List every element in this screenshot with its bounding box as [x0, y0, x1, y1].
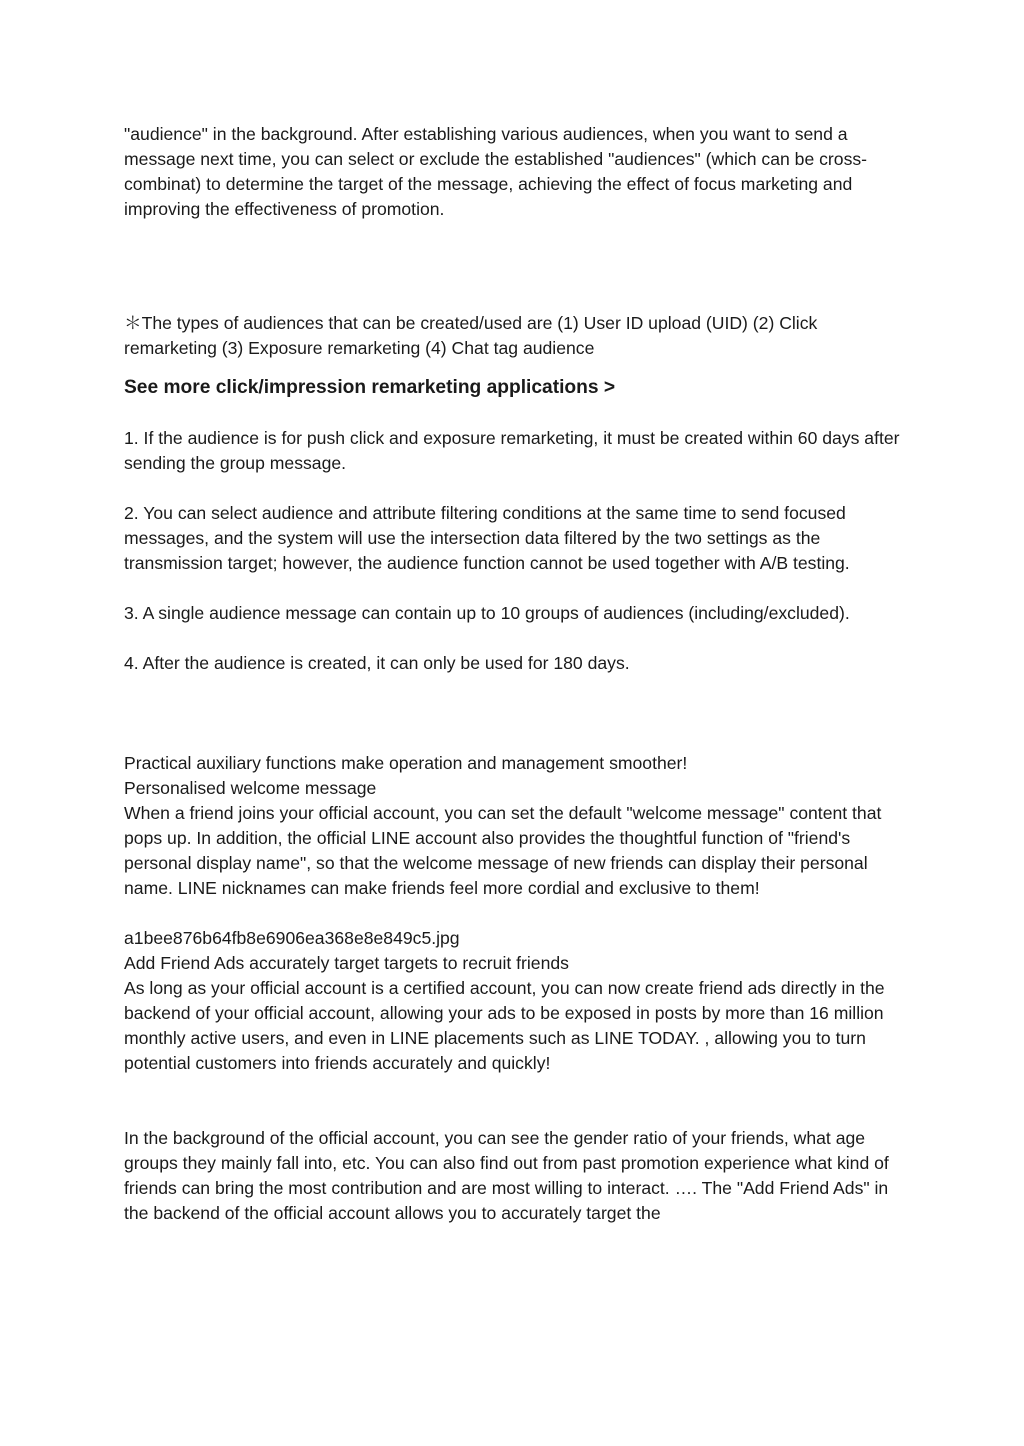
section-friend-ads-title: Add Friend Ads accurately target targets to recruit friends	[124, 953, 569, 973]
section-friend-ads-body: As long as your official account is a certified account, you can now create friend ads directly in the backend of your official account, allowing your ads to be exposed in posts by more than 16 million monthly active users, and even in LINE placements such as LINE TODAY. , allowing you to turn potential customers into friends accurately and quickly!	[124, 978, 885, 1073]
section-welcome-title: Personalised welcome message	[124, 778, 377, 798]
list-item-3: 3. A single audience message can contain up to 10 groups of audiences (including/excluded).	[124, 603, 850, 623]
section-welcome-body: When a friend joins your official account, you can set the default "welcome message" content that pops up. In addition, the official LINE account also provides the thoughtful function of "friend's personal display name", so that the welcome message of new friends can display their personal name. LINE nicknames can make friends feel more cordial and exclusive to them!	[124, 803, 882, 898]
remarketing-link-heading[interactable]: See more click/impression remarketing applications >	[124, 377, 616, 398]
image-filename: a1bee876b64fb8e6906ea368e8e849c5.jpg	[124, 928, 460, 948]
list-item-4: 4. After the audience is created, it can only be used for 180 days.	[124, 653, 630, 673]
list-item-2: 2. You can select audience and attribute filtering conditions at the same time to send focused messages, and the system will use the intersection data filtered by the two settings as the transmission target; however, the audience function cannot be used together with A/B testing.	[124, 503, 850, 573]
list-item-1: 1. If the audience is for push click and exposure remarketing, it must be created within 60 days after sending the group message.	[124, 428, 900, 473]
section-auxiliary-title: Practical auxiliary functions make operation and management smoother!	[124, 753, 688, 773]
document-page	[124, 122, 904, 1226]
paragraph-audience-types: ＊The types of audiences that can be created/used are (1) User ID upload (UID) (2) Click remarketing (3) Exposure remarketing (4) Chat tag audience	[124, 313, 818, 358]
paragraph-audience-intro: "audience" in the background. After establishing various audiences, when you want to send a message next time, you can select or exclude the established "audiences" (which can be cross-combinat) to determine the target of the message, achieving the effect of focus marketing and improving the effectiveness of promotion.	[124, 124, 868, 219]
section-background-body: In the background of the official account, you can see the gender ratio of your friends, what age groups they mainly fall into, etc. You can also find out from past promotion experience what kind of friends can bring the most contribution and are most willing to interact. …. The "Add Friend Ads" in the backend of the official account allows you to accurately target the	[124, 1128, 889, 1223]
